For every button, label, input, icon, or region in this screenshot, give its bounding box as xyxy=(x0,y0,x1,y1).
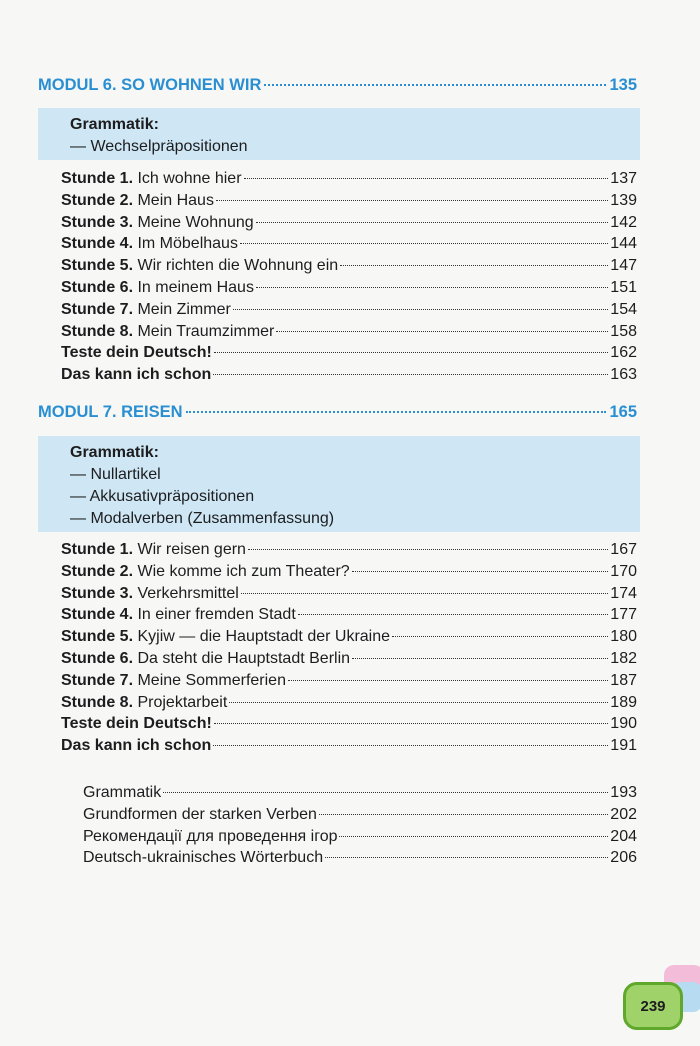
dot-leader xyxy=(264,84,606,86)
toc-entry[interactable] xyxy=(61,737,637,759)
dot-leader xyxy=(213,374,608,375)
entry-page: 170 xyxy=(610,562,637,580)
entry-page: 167 xyxy=(610,541,637,558)
entry-page: 142 xyxy=(610,213,637,231)
entry-label xyxy=(61,715,212,733)
entry-page: 158 xyxy=(610,322,637,340)
dot-leader xyxy=(319,814,608,815)
entry-page: 163 xyxy=(610,366,637,384)
toc-entry[interactable] xyxy=(61,323,637,345)
entry-title: Verkehrsmittel xyxy=(133,584,239,602)
entry-number: Stunde 3. xyxy=(61,213,134,231)
entry-label xyxy=(61,344,212,362)
grammar-item: — Wechselpräpositionen xyxy=(70,138,248,155)
entry-page: 177 xyxy=(610,606,637,624)
toc-entry[interactable] xyxy=(61,344,637,366)
entry-title: Mein Haus xyxy=(133,191,214,209)
toc-entry[interactable] xyxy=(83,784,637,806)
entry-page: 162 xyxy=(610,344,637,362)
entry-label xyxy=(61,672,286,690)
entry-label xyxy=(61,650,350,668)
entry-number: Stunde 2. xyxy=(61,562,134,580)
entry-label xyxy=(61,170,242,188)
entry-title: Kyjiw — die Hauptstadt der Ukraine xyxy=(133,628,391,646)
entry-page: 137 xyxy=(610,170,637,187)
dot-leader xyxy=(213,745,608,746)
entry-title: Projektarbeit xyxy=(133,693,228,711)
toc-entry[interactable] xyxy=(61,715,637,737)
module-title: MODUL 6. SO WOHNEN WIR xyxy=(38,76,262,94)
entry-label xyxy=(61,323,274,341)
entry-label xyxy=(61,606,296,624)
entry-number: Teste dein Deutsch! xyxy=(61,715,212,733)
dot-leader xyxy=(216,200,608,201)
toc-entry[interactable] xyxy=(61,650,637,672)
entry-number: Stunde 1. xyxy=(61,170,134,187)
toc-entry[interactable] xyxy=(61,672,637,694)
dot-leader xyxy=(276,331,608,332)
entry-page: 182 xyxy=(610,649,637,667)
entry-page: 144 xyxy=(610,235,637,253)
entry-title: Wir richten die Wohnung ein xyxy=(133,257,339,275)
entry-label xyxy=(61,563,350,581)
entry-page: 174 xyxy=(610,584,637,602)
module-page: 165 xyxy=(609,403,637,421)
toc-entry[interactable] xyxy=(61,214,637,236)
dot-leader xyxy=(340,265,608,266)
entry-number: Stunde 4. xyxy=(61,606,134,624)
dot-leader xyxy=(256,287,608,288)
entry-label xyxy=(61,214,254,232)
entry-page: 187 xyxy=(610,671,637,689)
entry-title: In meinem Haus xyxy=(133,278,254,296)
entry-number: Stunde 5. xyxy=(61,257,134,275)
entry-title: Ich wohne hier xyxy=(133,170,242,187)
entry-page: 139 xyxy=(610,191,637,209)
entry-label xyxy=(61,366,211,384)
entry-page: 204 xyxy=(610,827,637,845)
toc-entry[interactable] xyxy=(61,694,637,716)
module-page: 135 xyxy=(609,76,637,94)
dot-leader xyxy=(339,836,608,837)
module-6-entries xyxy=(61,170,637,388)
grammar-box-6 xyxy=(38,108,640,160)
toc-entry[interactable] xyxy=(61,170,637,192)
dot-leader xyxy=(240,243,608,244)
toc-entry[interactable] xyxy=(61,366,637,388)
dot-leader xyxy=(163,792,608,793)
entry-label xyxy=(61,541,246,559)
entry-label xyxy=(61,628,390,646)
entry-label: Рекомендації для проведення ігор xyxy=(83,827,338,845)
entry-title: Wir reisen gern xyxy=(133,541,246,558)
entry-label xyxy=(61,301,231,319)
entry-number: Stunde 8. xyxy=(61,322,134,340)
dot-leader xyxy=(214,723,608,724)
dot-leader xyxy=(214,352,608,353)
entry-label xyxy=(61,257,338,275)
toc-entry[interactable] xyxy=(61,192,637,214)
grammar-box-7 xyxy=(38,436,640,532)
module-7-heading[interactable] xyxy=(38,403,637,425)
dot-leader xyxy=(298,614,609,615)
dot-leader xyxy=(352,658,608,659)
grammar-heading: Grammatik: xyxy=(70,444,159,461)
entry-number: Das kann ich schon xyxy=(61,366,212,384)
entry-label xyxy=(61,585,239,603)
entry-number: Stunde 7. xyxy=(61,671,134,689)
dot-leader xyxy=(241,593,608,594)
module-6-heading[interactable] xyxy=(38,76,637,98)
grammar-item: — Modalverben (Zusammenfassung) xyxy=(70,510,335,527)
page-number: 239 xyxy=(640,997,666,1015)
toc-entry[interactable] xyxy=(61,235,637,257)
appendix-entries xyxy=(83,784,637,871)
dot-leader xyxy=(392,636,608,637)
entry-number: Stunde 7. xyxy=(61,300,134,318)
toc-entry[interactable] xyxy=(61,606,637,628)
dot-leader xyxy=(229,702,608,703)
entry-number: Stunde 3. xyxy=(61,584,134,602)
toc-entry[interactable] xyxy=(83,806,637,828)
dot-leader xyxy=(244,178,609,179)
entry-page: 147 xyxy=(610,257,637,275)
entry-title: Wie komme ich zum Theater? xyxy=(133,562,350,580)
toc-entry[interactable] xyxy=(83,828,637,850)
entry-page: 202 xyxy=(610,805,637,823)
toc-entry[interactable] xyxy=(61,301,637,323)
entry-number: Stunde 8. xyxy=(61,693,134,711)
entry-label: Grundformen der starken Verben xyxy=(83,805,317,823)
dot-leader xyxy=(256,222,609,223)
entry-number: Teste dein Deutsch! xyxy=(61,344,212,362)
entry-number: Stunde 6. xyxy=(61,278,134,296)
entry-title: In einer fremden Stadt xyxy=(133,606,296,624)
dot-leader xyxy=(325,857,608,858)
entry-label xyxy=(61,694,227,712)
entry-title: Meine Wohnung xyxy=(133,213,254,231)
entry-page: 193 xyxy=(610,784,637,801)
entry-title: Im Möbelhaus xyxy=(133,235,238,253)
entry-label xyxy=(61,235,238,253)
entry-number: Stunde 2. xyxy=(61,191,134,209)
entry-label xyxy=(61,192,214,210)
toc-entry[interactable] xyxy=(61,257,637,279)
toc-entry[interactable] xyxy=(61,279,637,301)
entry-label: Grammatik xyxy=(83,784,162,801)
dot-leader xyxy=(288,680,608,681)
entry-title: Da steht die Hauptstadt Berlin xyxy=(133,649,351,667)
entry-number: Stunde 1. xyxy=(61,541,134,558)
dot-leader xyxy=(186,411,607,413)
dot-leader xyxy=(352,571,609,572)
entry-number: Stunde 6. xyxy=(61,649,134,667)
entry-page: 206 xyxy=(610,849,637,867)
entry-page: 151 xyxy=(610,278,637,296)
module-title: MODUL 7. REISEN xyxy=(38,403,183,421)
dot-leader xyxy=(248,549,608,550)
entry-title: Meine Sommerferien xyxy=(133,671,286,689)
entry-label: Deutsch-ukrainisches Wörterbuch xyxy=(83,849,324,867)
toc-entry[interactable] xyxy=(61,563,637,585)
entry-title: Mein Zimmer xyxy=(133,300,231,318)
grammar-item: — Akkusativpräpositionen xyxy=(70,488,255,505)
entry-number: Stunde 4. xyxy=(61,235,134,253)
page-number-badge xyxy=(623,982,683,1030)
entry-page: 189 xyxy=(610,693,637,711)
toc-entry[interactable] xyxy=(61,628,637,650)
entry-page: 154 xyxy=(610,300,637,318)
module-7-entries xyxy=(61,541,637,759)
entry-page: 180 xyxy=(610,628,637,646)
entry-label xyxy=(61,737,211,755)
entry-page: 191 xyxy=(610,737,637,755)
toc-entry[interactable] xyxy=(83,849,637,871)
entry-title: Mein Traumzimmer xyxy=(133,322,275,340)
toc-entry[interactable] xyxy=(61,541,637,563)
entry-number: Stunde 5. xyxy=(61,628,134,646)
grammar-item: — Nullartikel xyxy=(70,466,161,483)
grammar-heading: Grammatik: xyxy=(70,116,159,133)
toc-entry[interactable] xyxy=(61,585,637,607)
entry-number: Das kann ich schon xyxy=(61,737,212,755)
dot-leader xyxy=(233,309,609,310)
entry-label xyxy=(61,279,254,297)
entry-page: 190 xyxy=(610,715,637,733)
